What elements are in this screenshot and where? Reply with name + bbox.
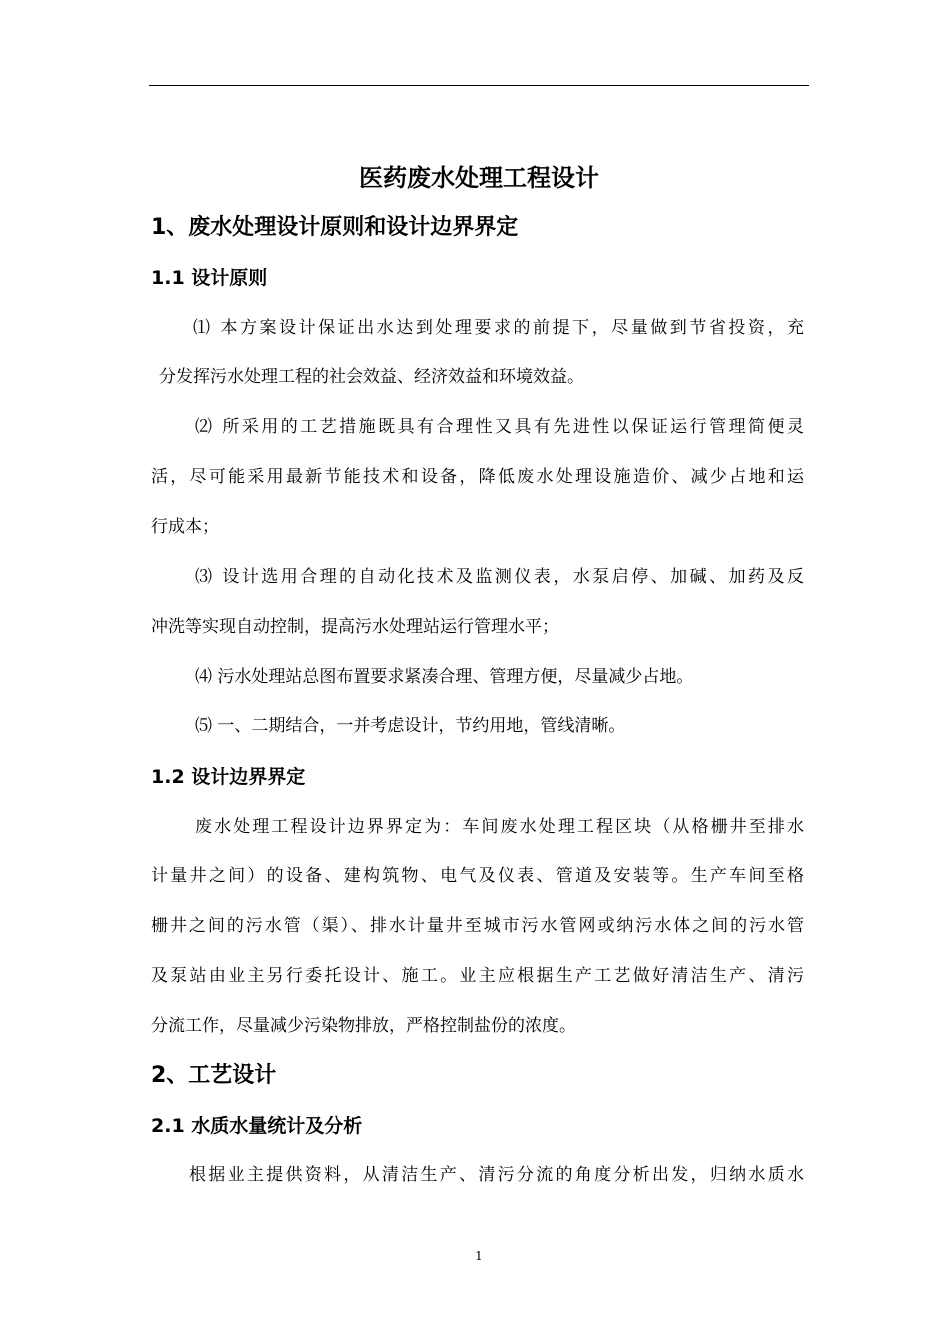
boundary-para-line-1: 废水处理工程设计边界界定为：车间废水处理工程区块（从格栅井至排水 bbox=[195, 817, 804, 837]
boundary-para-line-3: 栅井之间的污水管（渠）、排水计量井至城市污水管网或纳污水体之间的污水管 bbox=[151, 916, 804, 936]
section-1-2-heading: 1.2 设计边界界定 bbox=[151, 766, 306, 788]
principle-2-line-1: ⑵ 所采用的工艺措施既具有合理性又具有先进性以保证运行管理简便灵 bbox=[195, 417, 804, 437]
boundary-para-line-4: 及泵站由业主另行委托设计、施工。业主应根据生产工艺做好清洁生产、清污 bbox=[151, 966, 804, 986]
page-number: 1 bbox=[475, 1249, 483, 1263]
section-2-heading: 2、工艺设计 bbox=[151, 1063, 277, 1088]
header-rule bbox=[149, 85, 809, 86]
section-2-1-heading: 2.1 水质水量统计及分析 bbox=[151, 1115, 363, 1137]
principle-2-line-2: 活，尽可能采用最新节能技术和设备，降低废水处理设施造价、减少占地和运 bbox=[151, 467, 804, 487]
principle-3-line-1: ⑶ 设计选用合理的自动化技术及监测仪表，水泵启停、加碱、加药及反 bbox=[195, 567, 804, 587]
principle-5: ⑸ 一、二期结合，一并考虑设计，节约用地，管线清晰。 bbox=[195, 716, 626, 736]
boundary-para-line-5: 分流工作，尽量减少污染物排放，严格控制盐份的浓度。 bbox=[151, 1016, 576, 1036]
principle-4: ⑷ 污水处理站总图布置要求紧凑合理、管理方便，尽量减少占地。 bbox=[195, 667, 694, 687]
principle-2-line-3: 行成本； bbox=[151, 517, 219, 537]
boundary-para-line-2: 计量井之间）的设备、建构筑物、电气及仪表、管道及安装等。生产车间至格 bbox=[151, 866, 804, 886]
document-title: 医药废水处理工程设计 bbox=[359, 164, 599, 192]
principle-3-line-2: 冲洗等实现自动控制，提高污水处理站运行管理水平； bbox=[151, 617, 559, 637]
section-1-1-heading: 1.1 设计原则 bbox=[151, 267, 268, 289]
principle-1-line-2: 分发挥污水处理工程的社会效益、经济效益和环境效益。 bbox=[159, 367, 584, 387]
section-1-heading: 1、废水处理设计原则和设计边界界定 bbox=[151, 215, 519, 240]
water-quality-para-line-1: 根据业主提供资料，从清洁生产、清污分流的角度分析出发，归纳水质水 bbox=[189, 1165, 804, 1185]
principle-1-line-1: ⑴ 本方案设计保证出水达到处理要求的前提下，尽量做到节省投资，充 bbox=[193, 318, 804, 338]
